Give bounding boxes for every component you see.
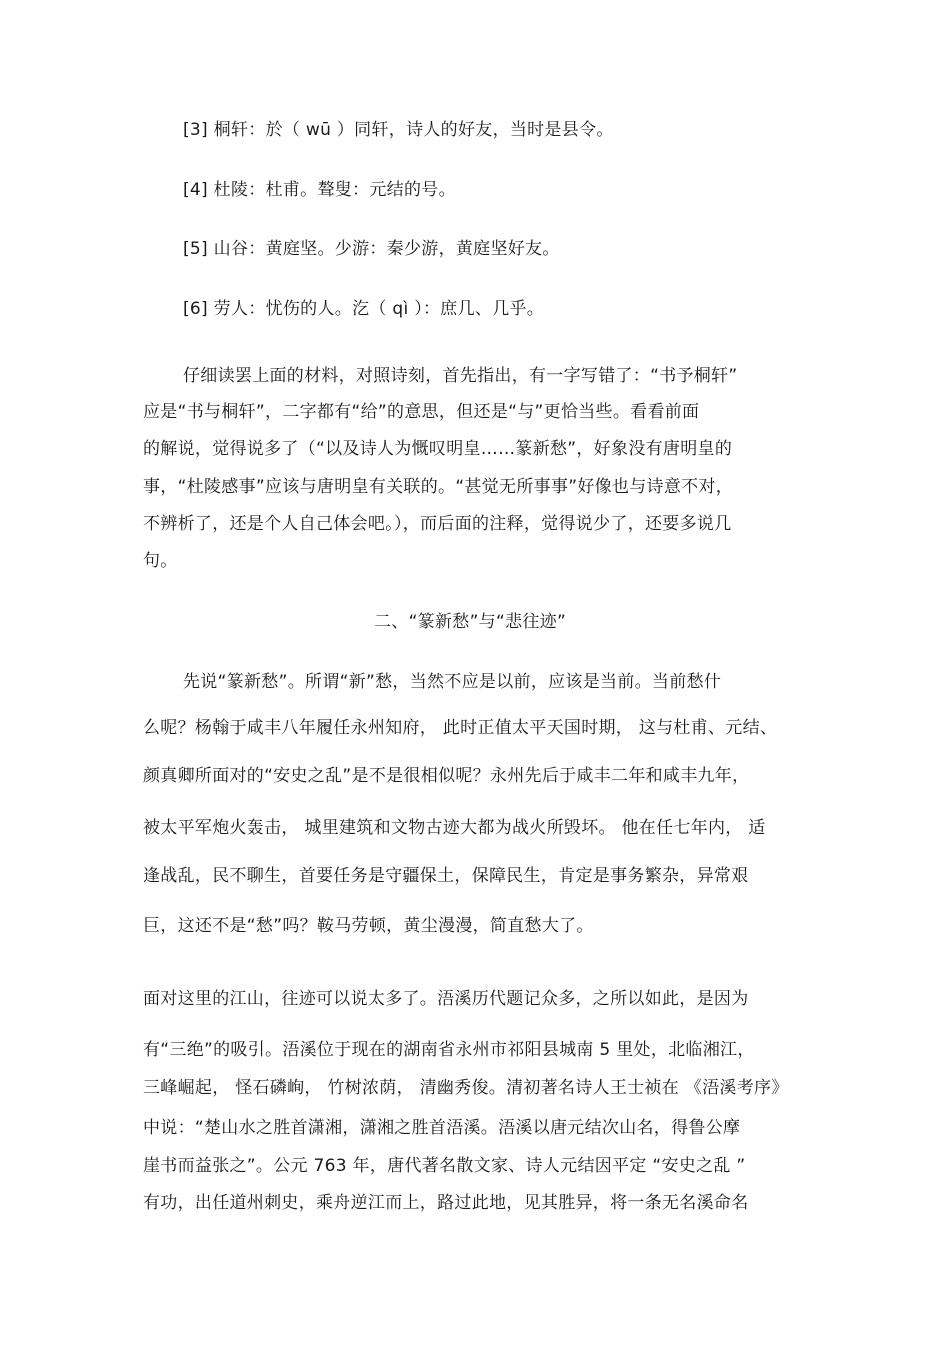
paragraph-2-line: 巨，这还不是“愁”吗？鞍马劳顿，黄尘漫漫，简直愁大了。 bbox=[143, 916, 594, 936]
paragraph-2-line: 先说“篆新愁”。所谓“新”愁，当然不应是以前，应该是当前。当前愁什 bbox=[183, 672, 722, 692]
paragraph-3-line: 三峰崛起， 怪石磷峋， 竹树浓荫， 清幽秀俊。清初著名诗人王士祯在 《浯溪考序》 bbox=[143, 1078, 789, 1098]
paragraph-2-line: 逢战乱，民不聊生，首要任务是守疆保土，保障民生，肯定是事务繁杂，异常艰 bbox=[143, 866, 749, 886]
paragraph-2-line: 么呢？杨翰于咸丰八年履任永州知府， 此时正值太平天国时期， 这与杜甫、元结、 bbox=[143, 718, 778, 738]
paragraph-1-line: 仔细读罢上面的材料，对照诗刻，首先指出，有一字写错了：“书予桐轩” bbox=[183, 366, 738, 386]
footnote-6: [6] 劳人：忧伤的人。汔（ qì ）：庶几、几乎。 bbox=[183, 299, 545, 319]
paragraph-1-line: 句。 bbox=[143, 551, 178, 571]
paragraph-1-line: 不辨析了，还是个人自己体会吧。），而后面的注释，觉得说少了，还要多说几 bbox=[143, 514, 732, 534]
footnote-4: [4] 杜陵：杜甫。聱叟：元结的号。 bbox=[183, 180, 456, 200]
paragraph-2-line: 颜真卿所面对的“安史之乱”是不是很相似呢？永州先后于咸丰二年和咸丰九年， bbox=[143, 766, 750, 786]
paragraph-1-line: 应是“书与桐轩”，二字都有“给”的意思，但还是“与”更恰当些。看看前面 bbox=[143, 402, 700, 422]
paragraph-3-line: 有“三绝”的吸引。浯溪位于现在的湖南省永州市祁阳县城南 5 里处，北临湘江， bbox=[143, 1040, 755, 1060]
paragraph-3-line: 崖书而益张之”。公元 763 年，唐代著名散文家、诗人元结因平定 “安史之乱 ” bbox=[143, 1156, 746, 1176]
paragraph-3-line: 面对这里的江山，往迹可以说太多了。浯溪历代题记众多，之所以如此，是因为 bbox=[143, 989, 749, 1009]
footnote-5: [5] 山谷：黄庭坚。少游：秦少游，黄庭坚好友。 bbox=[183, 239, 560, 259]
paragraph-1-line: 的解说，觉得说多了（“以及诗人为慨叹明皇……篆新愁”，好象没有唐明皇的 bbox=[143, 439, 733, 459]
paragraph-2-line: 被太平军炮火轰击， 城里建筑和文物古迹大都为战火所毁坏。 他在任七年内， 适 bbox=[143, 818, 766, 838]
section-heading: 二、“篆新愁”与“悲往迹” bbox=[374, 612, 567, 632]
paragraph-1-line: 事，“杜陵感事”应该与唐明皇有关联的。“甚觉无所事事”好像也与诗意不对， bbox=[143, 477, 734, 497]
footnote-3: [3] 桐轩：於（ wū ）同轩，诗人的好友，当时是县令。 bbox=[183, 120, 614, 140]
paragraph-3-line: 有功，出任道州刺史，乘舟逆江而上，路过此地，见其胜异，将一条无名溪命名 bbox=[143, 1193, 749, 1213]
paragraph-3-line: 中说：“楚山水之胜首潇湘，潇湘之胜首浯溪。浯溪以唐元结次山名，得鲁公摩 bbox=[143, 1118, 741, 1138]
